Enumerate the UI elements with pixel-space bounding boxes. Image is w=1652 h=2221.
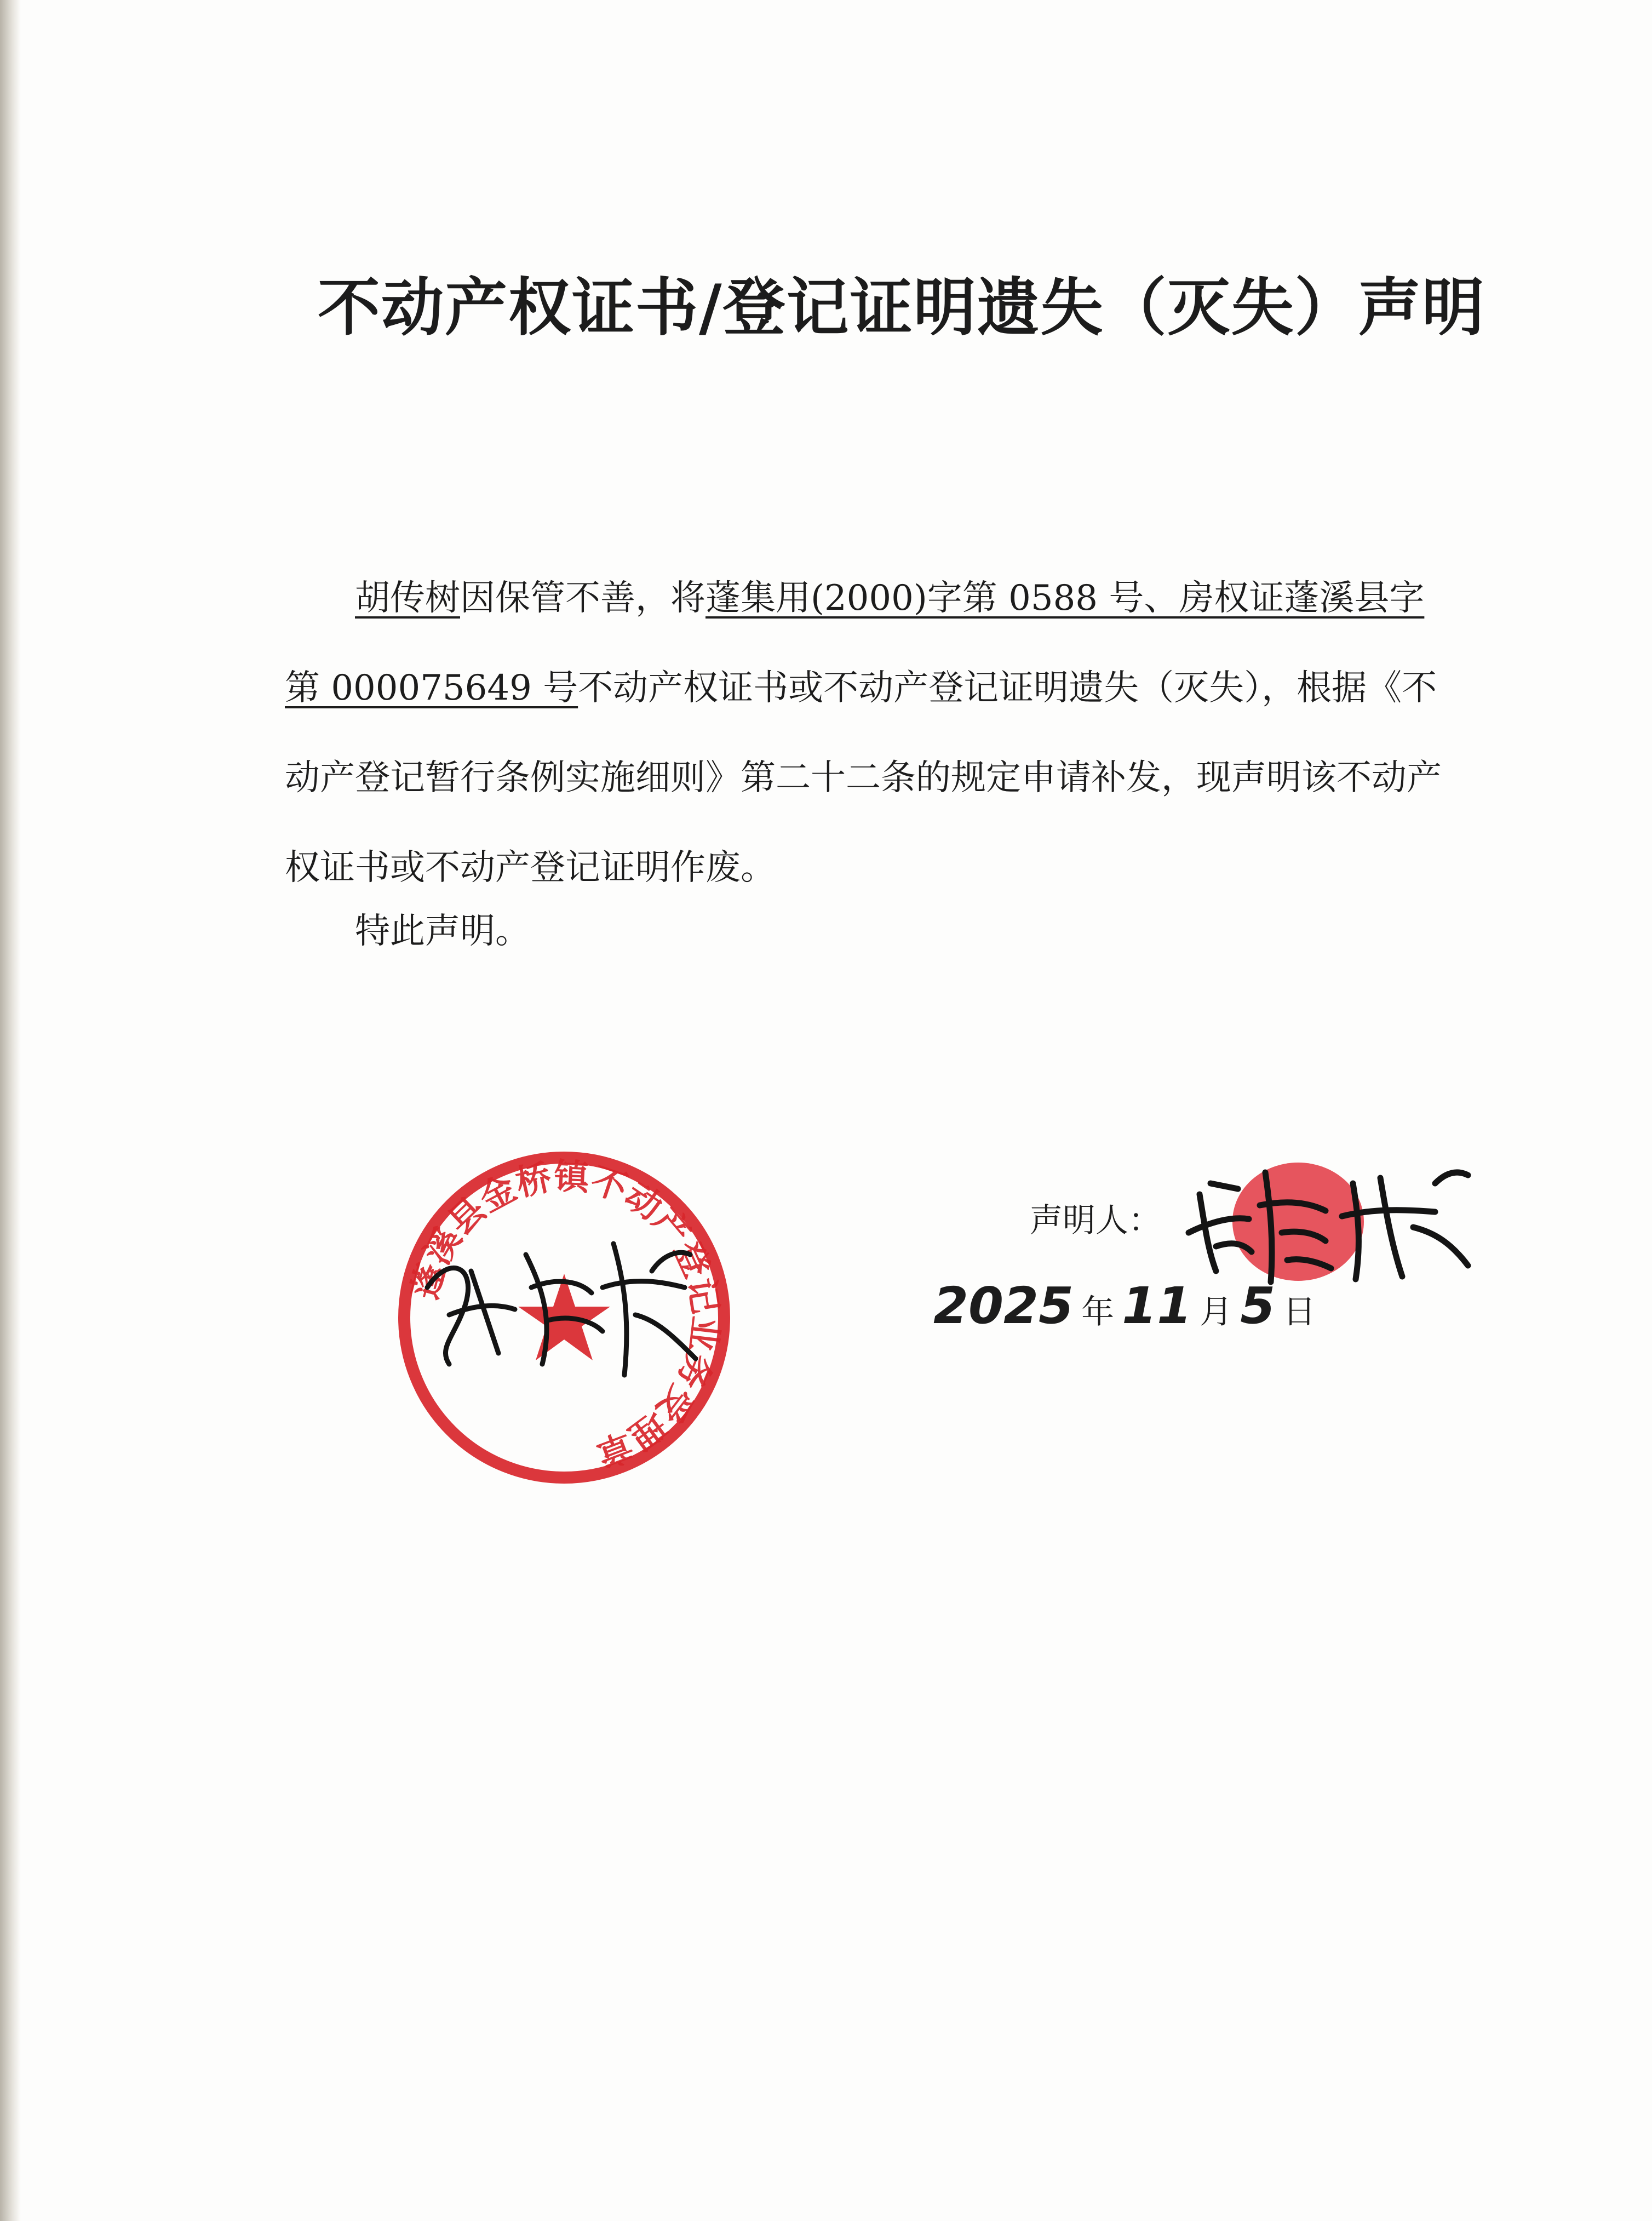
signing-date bbox=[926, 1276, 1316, 1335]
date-day: 5 bbox=[1240, 1276, 1276, 1335]
date-year-unit: 年 bbox=[1081, 1293, 1115, 1331]
page-title: 不动产权证书/登记证明遗失（灭失）声明 bbox=[318, 271, 1485, 344]
closing-statement: 特此声明。 bbox=[355, 911, 530, 952]
date-month: 11 bbox=[1122, 1276, 1192, 1335]
date-day-unit: 日 bbox=[1283, 1293, 1316, 1331]
fingerprint-icon bbox=[1232, 1163, 1364, 1281]
signer-signature bbox=[1178, 1150, 1484, 1293]
certificate-numbers: 蓬集用(2000)字第 0588 号、房权证蓬溪县字第 000075649 号 bbox=[285, 578, 1425, 708]
signer-label: 声明人： bbox=[1030, 1201, 1161, 1240]
seal-text: 蓬溪县金桥镇不动产登记业务受理章 bbox=[404, 1155, 726, 1475]
owner-name: 胡传树 bbox=[355, 578, 460, 619]
declaration-body bbox=[285, 553, 1457, 913]
paper-edge bbox=[0, 0, 21, 2221]
handwritten-seal-signature bbox=[416, 1222, 712, 1408]
declaration-paragraph bbox=[285, 553, 1457, 913]
date-year: 2025 bbox=[933, 1276, 1074, 1335]
date-month-unit: 月 bbox=[1200, 1293, 1233, 1331]
paragraph-text-1: 因保管不善，将 bbox=[460, 578, 705, 619]
paragraph-text-2: 不动产权证书或不动产登记证明遗失（灭失），根据《不动产登记暂行条例实施细则》第二十二条的规定申请补发，现声明该不动产权证书或不动产登记证明作废。 bbox=[285, 668, 1442, 888]
